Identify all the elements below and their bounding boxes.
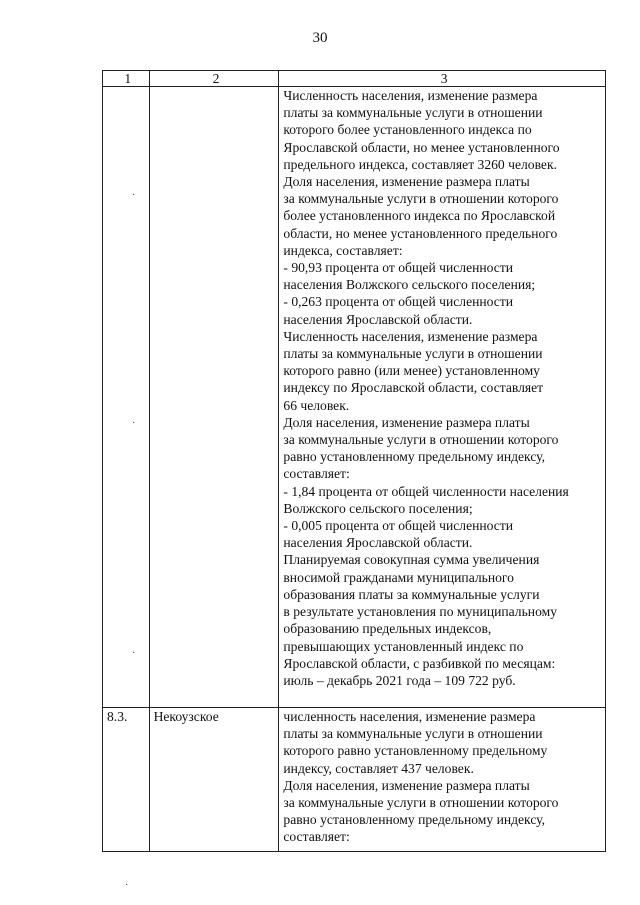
text-line: платы за коммунальные услуги в отношении [283,105,543,121]
text-line: за коммунальные услуги в отношении которого [283,795,559,811]
header-col-3: 3 [279,71,606,87]
text-line: - 1,84 процента от общей численности населения [283,483,569,499]
text-line: образованию предельных индексов, [283,621,492,637]
text-line: превышающих установленный индекс по [283,638,524,654]
text-line: населения Ярославской области. [283,535,473,551]
text-line: Ярославской области, с разбивкой по месяцам: [283,655,556,671]
text-line: индексу, составляет 437 человек. [283,760,474,776]
scan-speck: · [132,648,136,659]
text-line: населения Ярославской области. [283,311,473,327]
text-line: платы за коммунальные услуги в отношении [283,346,543,362]
text-line: численность населения, изменение размера [283,709,536,724]
text-line: Численность населения, изменение размера [283,328,538,344]
text-line: Планируемая совокупная сумма увеличения [283,552,540,568]
text-line: - 90,93 процента от общей численности [283,260,514,276]
text-line: индекса, составляет: [283,242,403,258]
text-line: Численность населения, изменение размера [283,88,538,103]
text-line: за коммунальные услуги в отношении которого [283,432,559,448]
row-text-lines [283,708,605,846]
scan-speck: · [132,190,136,201]
text-line: июль – декабрь 2021 года – 109 722 руб. [283,672,516,688]
row-text-cell [279,87,606,708]
text-line: предельного индекса, составляет 3260 человек. [283,156,557,172]
text-line: равно установленному предельному индексу, [283,812,546,828]
text-line: 66 человек. [283,397,350,413]
row-name-cell: Некоузское [149,708,279,852]
text-line: Волжского сельского поселения; [283,500,473,516]
page-number: 30 [312,30,328,46]
text-line: индексу по Ярославской области, составляет [283,380,544,396]
text-line: Доля населения, изменение размера платы [283,777,530,793]
header-col-2: 2 [149,71,279,87]
scan-speck: · [132,418,136,429]
text-line: вносимой гражданами муниципального [283,569,514,585]
text-line: области, но менее установленного предельного [283,225,558,241]
text-line: составляет: [283,829,350,845]
header-col-1: 1 [103,71,150,87]
table-row [103,708,606,852]
text-line: Ярославской области, но менее установленного [283,139,560,155]
text-line: в результате установления по муниципальному [283,604,558,620]
text-line: Доля населения, изменение размера платы [283,174,530,190]
text-line: населения Волжского сельского поселения; [283,277,536,293]
document-table [102,70,606,852]
text-line: равно установленному предельному индексу, [283,449,546,465]
row-number-cell [103,87,150,708]
text-line: которого более установленного индекса по [283,122,532,138]
scan-speck: · [125,880,129,891]
text-line: образования платы за коммунальные услуги [283,586,540,602]
text-line: которого равно установленному предельному [283,743,548,759]
text-line: которого равно (или менее) установленному [283,363,540,379]
row-number-cell: 8.3. [103,708,150,852]
text-line: платы за коммунальные услуги в отношении [283,726,543,742]
table-header-row [103,71,606,87]
text-line: - 0,005 процента от общей численности [283,518,514,534]
row-name-cell [149,87,279,708]
row-text-lines [283,87,605,689]
text-line: составляет: [283,466,350,482]
row-text-cell [279,708,606,852]
text-line: за коммунальные услуги в отношении которого [283,191,559,207]
text-line: более установленного индекса по Ярославской [283,208,556,224]
text-line: - 0,263 процента от общей численности [283,294,514,310]
table-row [103,87,606,708]
text-line: Доля населения, изменение размера платы [283,414,530,430]
